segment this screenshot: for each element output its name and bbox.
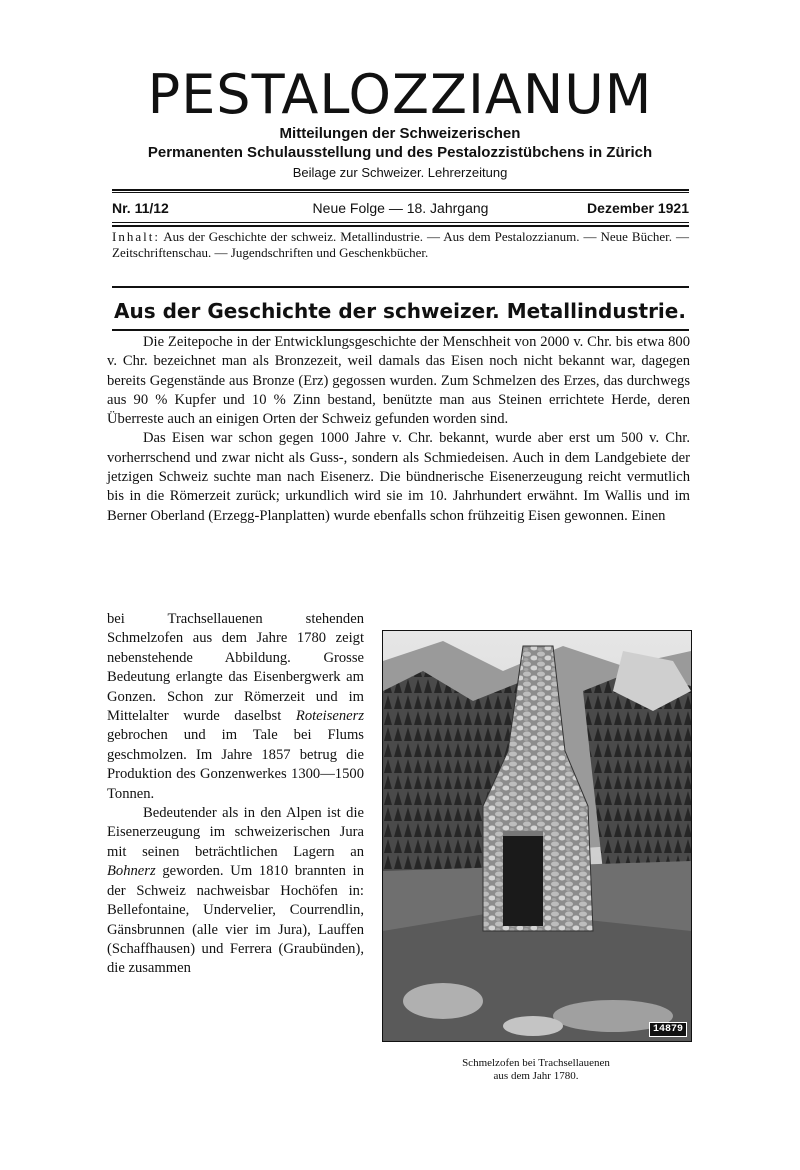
- issue-series: Neue Folge — 18. Jahrgang: [312, 200, 489, 216]
- plate-number: 14879: [649, 1022, 687, 1037]
- article-paragraph: Das Eisen war schon gegen 1000 Jahre v. Chr. bekannt, wurde aber erst um 500 v. Chr. vorherrschend und zwar nicht als Guss-, sondern als Schmiedeisen. Auch in dem Landgebiete der jetzigen Schweiz suchte man nach Eisenerz. Die bündnerische Eisenerzeugung reicht vermutlich bis in die Römerzeit zurück; urkundlich wird sie im 10. Jahrhundert erwähnt. Im Wallis und im Berner Oberland (Erzegg-Planplatten) wurde ebenfalls schon frühzeitig Eisen gewonnen. Einen: [107, 430, 690, 524]
- furnace-photograph: [382, 630, 692, 1042]
- divider-rule: [112, 286, 689, 288]
- article-title: Aus der Geschichte der schweizer. Metallindustrie.: [114, 299, 686, 323]
- divider-rule: [112, 189, 689, 191]
- divider-rule: [112, 225, 689, 227]
- contents-text: Aus der Geschichte der schweiz. Metallindustrie. — Aus dem Pestalozzianum. — Neue Bücher. — Zeitschriftenschau. — Jugendschriften und Geschenkbücher.: [112, 229, 689, 260]
- caption-line: aus dem Jahr 1780.: [493, 1070, 579, 1082]
- issue-number: Nr. 11/12: [112, 200, 169, 216]
- article-body-column: [107, 610, 364, 979]
- contents-label: Inhalt:: [112, 229, 160, 244]
- divider-rule: [112, 192, 689, 193]
- article-paragraph: [107, 804, 364, 979]
- masthead-subtitle-line1: Mitteilungen der Schweizerischen: [279, 125, 521, 142]
- issue-info-row: [112, 199, 689, 217]
- article-paragraph: Die Zeitepoche in der Entwicklungsgeschichte der Menschheit von 2000 v. Chr. bis etwa 800 v. Chr. bezeichnet man als Bronzezeit, weil damals das Eisen noch nicht bekannt war, dagegen bereits Gegenstände aus Bronze (Erz) gegossen wurden. Zum Schmelzen des Erzes, das durchwegs aus 90 % Kupfer und 10 % Zinn bestand, benützte man aus Steinen errichtete Herde, deren Überreste auch an einigen Orten der Schweiz gefunden worden sind.: [107, 334, 690, 428]
- paragraph-text: Bedeutender als in den Alpen ist die Eisenerzeugung im schweizerischen Jura mit seinen beträchtlichen Lagern an: [107, 805, 364, 860]
- furnace-photo-image: [383, 631, 691, 1041]
- article-body-full-width: [107, 333, 690, 526]
- paragraph-text: gebrochen und im Tale bei Flums geschmolzen. Im Jahre 1857 betrug die Produktion des Gonzenwerkes 1300—1500 Tonnen.: [107, 727, 364, 802]
- divider-rule: [112, 222, 689, 223]
- emphasized-term: Roteisenerz: [295, 708, 364, 725]
- masthead-supplement: Beilage zur Schweizer. Lehrerzeitung: [292, 165, 508, 180]
- caption-line: Schmelzofen bei Trachsellauenen: [462, 1057, 610, 1069]
- table-of-contents: [112, 229, 689, 261]
- paragraph-text: bei Trachsellauenen stehenden Schmelzofen aus dem Jahre 1780 zeigt nebenstehende Abbildung. Grosse Bedeutung erlangte das Eisenbergwerk am Gonzen. Schon zur Römerzeit und im Mittelalter wurde daselbst: [107, 611, 364, 725]
- divider-rule: [112, 329, 689, 331]
- masthead-title: PESTALOZZIANUM: [147, 63, 653, 126]
- paragraph-text: geworden. Um 1810 brannten in der Schweiz nachweisbar Hochöfen in: Bellefontaine, Undervelier, Courrendlin, Gänsbrunnen (alle vier im Jura), Lauffen (Schaffhausen) und Ferrera (Graubünden), die zusammen: [107, 863, 364, 977]
- article-paragraph: [107, 610, 364, 804]
- figure-caption: [382, 1057, 690, 1083]
- issue-date: Dezember 1921: [587, 200, 689, 216]
- emphasized-term: Bohnerz: [107, 863, 156, 880]
- masthead-subtitle-line2: Permanenten Schulausstellung und des Pestalozzistübchens in Zürich: [147, 144, 653, 161]
